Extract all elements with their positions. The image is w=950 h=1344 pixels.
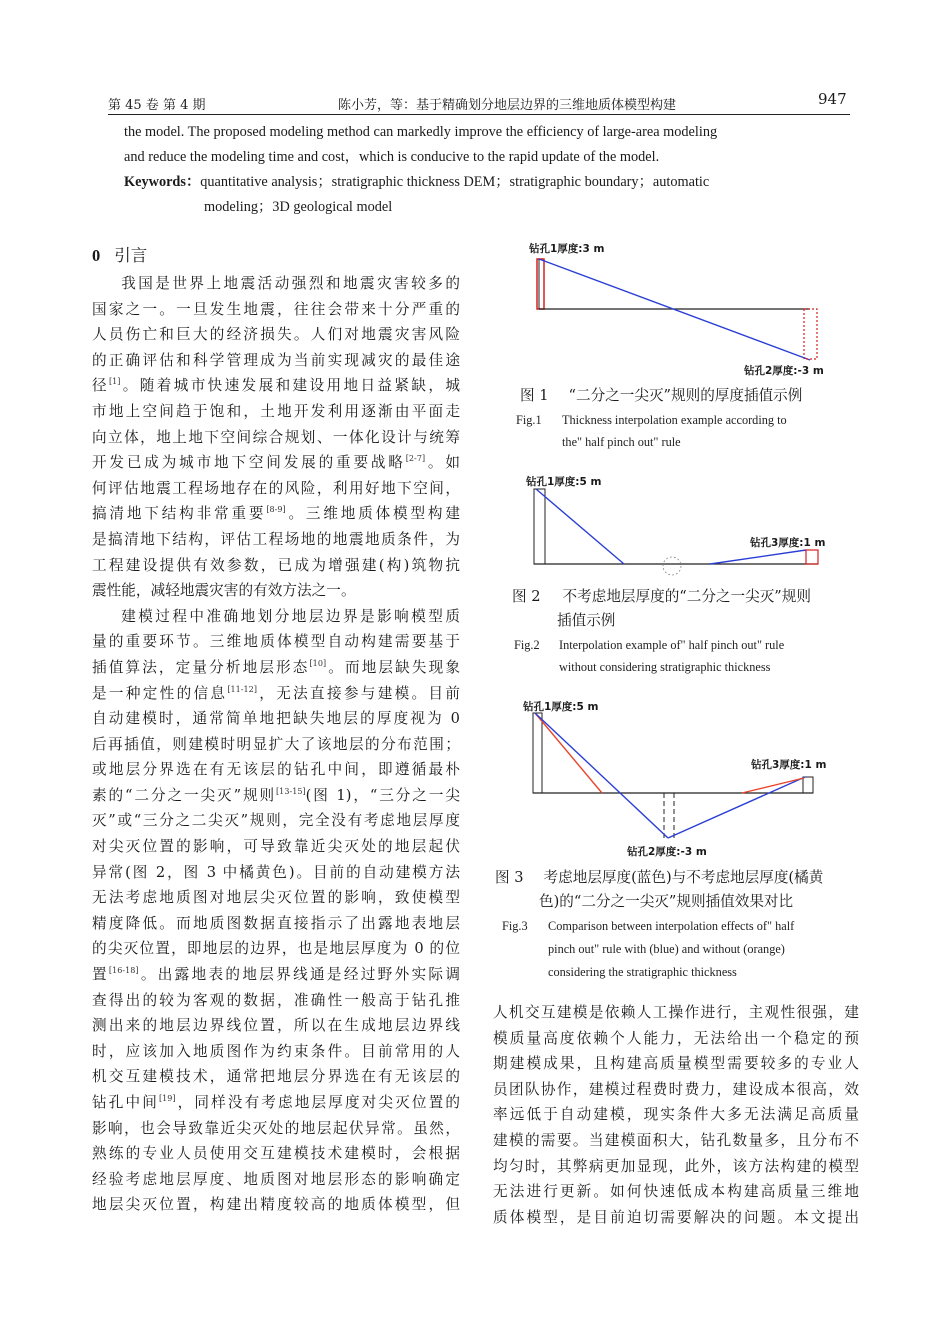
paragraph-line: 向立体，地上地下空间综合规划、一体化设计与统筹: [92, 428, 460, 446]
text-run: 置: [92, 966, 109, 984]
fig2-label-borehole1: 钻孔1厚度:5 m: [526, 476, 602, 488]
fig1-caption-en-num: Fig.1: [516, 413, 542, 427]
keywords-line-1: quantitative analysis；stratigraphic thickness DEM；stratigraphic boundary；automatic: [200, 174, 710, 190]
fig1-cap-text: “二分之一尖灭”规则的厚度插值示例: [568, 387, 803, 404]
fig3-orange-left-line: [535, 713, 602, 793]
journal-volume-issue: 第 45 卷 第 4 期: [108, 98, 206, 113]
paragraph-line: [92, 501, 460, 527]
paragraph-line: 影响，也会导致靠近尖灭处的地层起伏异常。虽然，: [92, 1119, 460, 1137]
paragraph-line: [92, 783, 460, 809]
paragraph-line: 无法考虑地质图对地层尖灭位置的影响，致使模型: [92, 889, 460, 907]
text-run: 开发已成为城市地下空间发展的重要战略: [92, 454, 406, 472]
paragraph-line: 熟练的专业人员使用交互建模技术建模时，会根据: [92, 1145, 460, 1163]
paragraph-line: 的尖灭位置，即地层的边界，也是地层厚度为 0 的位: [92, 940, 460, 958]
text-run: 。出露地表的地层界线通是经过野外实际调: [138, 966, 460, 984]
fig2-cap-num: 图 2: [512, 588, 541, 605]
fig3-label-borehole2: 钻孔2厚度:-3 m: [627, 846, 707, 858]
citation: [13-15]: [276, 786, 306, 796]
fig1-caption-en-1: Thickness interpolation example according to: [562, 413, 787, 427]
paragraph-line: 量的重要环节。三维地质体模型自动构建需要基于: [92, 633, 460, 651]
fig2-caption-cn-2: 插值示例: [557, 612, 616, 629]
paragraph-line: 无法进行更新。如何快速低成本构建高质量三维地: [493, 1183, 859, 1201]
paragraph-line: 工程建设提供有效参数，已成为增强建(构)筑物抗: [92, 556, 460, 574]
fig3-caption-en-1: Comparison between interpolation effects of" half: [548, 919, 795, 933]
section-number: 0: [92, 246, 101, 265]
fig3-cap-text-1: 考虑地层厚度(蓝色)与不考虑地层厚度(橘黄: [543, 869, 824, 886]
fig3-label-borehole3: 钻孔3厚度:1 m: [751, 759, 827, 771]
fig2-label-borehole3: 钻孔3厚度:1 m: [750, 537, 826, 549]
paragraph-line: 时，应该加入地质图作为约束条件。目前常用的人: [92, 1042, 460, 1060]
fig3-caption-en-num: Fig.3: [502, 919, 528, 933]
paragraph-line: [92, 681, 460, 707]
paragraph-line: 异常(图 2，图 3 中橘黄色)。目前的自动建模方法: [92, 863, 460, 881]
paragraph-line: 查得出的较为客观的数据，准确性一般高于钻孔推: [92, 991, 460, 1009]
text-run: 。而地层缺失现象: [326, 658, 460, 676]
paragraph-line: 是搞清地下结构，评估工程场地的地震地质条件，为: [92, 530, 460, 548]
paragraph-line: [92, 1090, 460, 1116]
paragraph-line: 何评估地震工程场地存在的风险，利用好地下空间，: [92, 479, 460, 497]
paragraph-line: 人机交互建模是依赖人工操作进行，主观性很强，建: [493, 1004, 859, 1021]
paragraph-line: 测出来的地层边界线位置，所以在生成地层边界线: [92, 1017, 460, 1035]
paragraph-line: 自动建模时，通常简单地把缺失地层的厚度视为 0: [92, 710, 460, 728]
text-run: 。三维地质体模型构建: [285, 505, 460, 523]
keywords: [124, 170, 844, 195]
header-rule: [108, 114, 850, 115]
paragraph-line: [92, 655, 460, 681]
fig1-caption-cn: [520, 384, 802, 408]
citation: [11-12]: [227, 684, 257, 694]
citation: [1]: [108, 377, 121, 387]
abstract-line-2: and reduce the modeling time and cost，which is conducive to the rapid update of the model.: [124, 149, 660, 165]
text-run: 搞清地下结构非常重要: [92, 505, 267, 523]
paragraph-line: 均匀时，其弊病更加显现，此外，该方法构建的模型: [493, 1157, 859, 1175]
fig2-cap-text-1: 不考虑地层厚度的“二分之一尖灭”规则: [562, 588, 811, 605]
paragraph-line: 建模的需要。当建模面积大，钻孔数量多，且分布不: [493, 1131, 859, 1149]
fig3-caption-en-2: pinch out" rule with (blue) and without (orange): [548, 942, 785, 956]
paragraph-line: 期建模成果，且构建高质量模型需要较多的专业人: [493, 1055, 859, 1073]
paragraph-line: 人员伤亡和巨大的经济损失。人们对地震灾害风险: [92, 326, 460, 344]
paragraph-line: 国家之一。一旦发生地震，往往会带来十分严重的: [92, 300, 460, 318]
text-run: 素的“二分之一尖灭”规则: [92, 786, 277, 804]
fig3-blue-right-line: [668, 777, 805, 838]
paragraph-line: [92, 450, 460, 476]
fig3-borehole1-box: [533, 713, 542, 793]
keywords-label: Keywords：: [124, 174, 201, 190]
section-heading: [92, 242, 147, 266]
paragraph-line: 我国是世界上地震活动强烈和地震灾害较多的: [121, 275, 460, 292]
fig3-caption-en-3: considering the stratigraphic thickness: [548, 965, 737, 979]
paragraph-line: 精度降低。而地质图数据直接指示了出露地表地层: [92, 914, 460, 932]
fig2-pinchout-circle: [663, 557, 681, 575]
figure-3-diagram: [520, 708, 850, 843]
citation: [19]: [158, 1094, 176, 1103]
fig2-caption-en-2: without considering stratigraphic thickness: [559, 660, 771, 674]
paragraph-line: 灭”或“三分之二尖灭”规则，完全没有考虑地层厚度: [92, 812, 460, 830]
citation: [2-7]: [405, 454, 426, 464]
fig2-caption-en-num: Fig.2: [514, 638, 540, 652]
fig1-borehole1-box: [537, 259, 544, 309]
paragraph-line: 模质量高度依赖个人能力，无法给出一个稳定的预: [493, 1029, 859, 1047]
page-number: 947: [818, 90, 847, 108]
fig2-borehole3-box: [806, 550, 818, 564]
fig2-caption-cn-1: [512, 585, 811, 609]
fig2-right-interp-line: [710, 550, 806, 564]
fig1-borehole2-box: [804, 309, 817, 359]
text-run: ，同样没有考虑地层厚度对尖灭位置的: [175, 1094, 461, 1111]
paragraph-line: [92, 962, 460, 988]
fig3-cap-num: 图 3: [495, 869, 524, 886]
fig1-cap-num: 图 1: [520, 387, 549, 404]
paragraph-line: 后再插值，则建模时明显扩大了该地层的分布范围；: [92, 735, 460, 753]
right-column: [493, 1000, 859, 1230]
paragraph-line: 质体模型，是目前迫切需要解决的问题。本文提出: [493, 1208, 859, 1226]
running-title: 陈小芳，等：基于精确划分地层边界的三维地质体模型构建: [338, 98, 677, 113]
paragraph-line: 市地上空间趋于饱和，土地开发利用逐渐由平面走: [92, 402, 460, 420]
citation: [10]: [309, 658, 327, 668]
paragraph-line: [92, 373, 460, 399]
paragraph-line: 的正确评估和科学管理成为当前实现减灾的最佳途: [92, 351, 460, 369]
fig3-caption-cn-2: 色)的“二分之一尖灭”规则插值效果对比: [539, 893, 794, 910]
citation: [16-18]: [108, 966, 139, 976]
abstract-line-1: the model. The proposed modeling method can markedly improve the efficiency of large-area modeling: [124, 124, 718, 140]
fig1-label-borehole2: 钻孔2厚度:-3 m: [744, 365, 824, 377]
text-run: 径: [92, 377, 109, 395]
fig2-borehole1-box: [534, 489, 545, 564]
citation: [8-9]: [266, 505, 286, 515]
fig1-label-borehole1: 钻孔1厚度:3 m: [529, 243, 605, 255]
fig3-blue-left-line: [535, 713, 668, 838]
figure-1-diagram: [520, 250, 850, 370]
fig3-label-borehole1: 钻孔1厚度:5 m: [523, 701, 599, 713]
paragraph-line: 员团队协作，建模过程费时费力，建设成本很高，效: [493, 1080, 859, 1098]
keywords-line-2: modeling；3D geological model: [204, 199, 393, 215]
text-run: (图 1)，“三分之一尖: [305, 786, 460, 804]
paragraph-line: 或地层分界选在有无该层的钻孔中间，即遵循最朴: [92, 761, 460, 779]
fig3-borehole3-box: [803, 777, 813, 793]
text-run: 是一种定性的信息: [92, 684, 228, 702]
paragraph-line: 机交互建模技术，通常把地层分界选在有无该层的: [92, 1068, 460, 1086]
figure-2-diagram: [520, 484, 850, 580]
paragraph-line: 建模过程中准确地划分地层边界是影响模型质: [121, 607, 460, 625]
left-column: [92, 271, 460, 1218]
fig2-caption-en-1: Interpolation example of" half pinch out" rule: [559, 638, 785, 652]
fig3-caption-cn-1: [495, 866, 823, 890]
paragraph-line: 对尖灭位置的影响，可导致靠近尖灭处的地层起伏: [92, 838, 460, 856]
text-run: 钻孔中间: [92, 1094, 159, 1111]
text-run: 插值算法，定量分析地层形态: [92, 658, 310, 676]
paragraph-line: 经验考虑地层厚度、地质图对地层形态的影响确定: [92, 1170, 460, 1188]
text-run: 。随着城市快速发展和建设用地日益紧缺，城: [120, 377, 460, 395]
section-title: 引言: [114, 246, 148, 265]
fig2-left-interp-line: [536, 489, 624, 564]
fig1-caption-en-2: the" half pinch out" rule: [562, 435, 681, 449]
text-run: ，无法直接参与建模。目前: [257, 684, 460, 702]
paragraph-line: 震性能，减轻地震灾害的有效方法之一。: [92, 582, 356, 600]
paragraph-line: 地层尖灭位置，构建出精度较高的地质体模型，但: [92, 1196, 460, 1214]
paragraph-line: 率远低于自动建模，现实条件大多无法满足高质量: [493, 1106, 859, 1124]
text-run: 。如: [425, 454, 460, 472]
